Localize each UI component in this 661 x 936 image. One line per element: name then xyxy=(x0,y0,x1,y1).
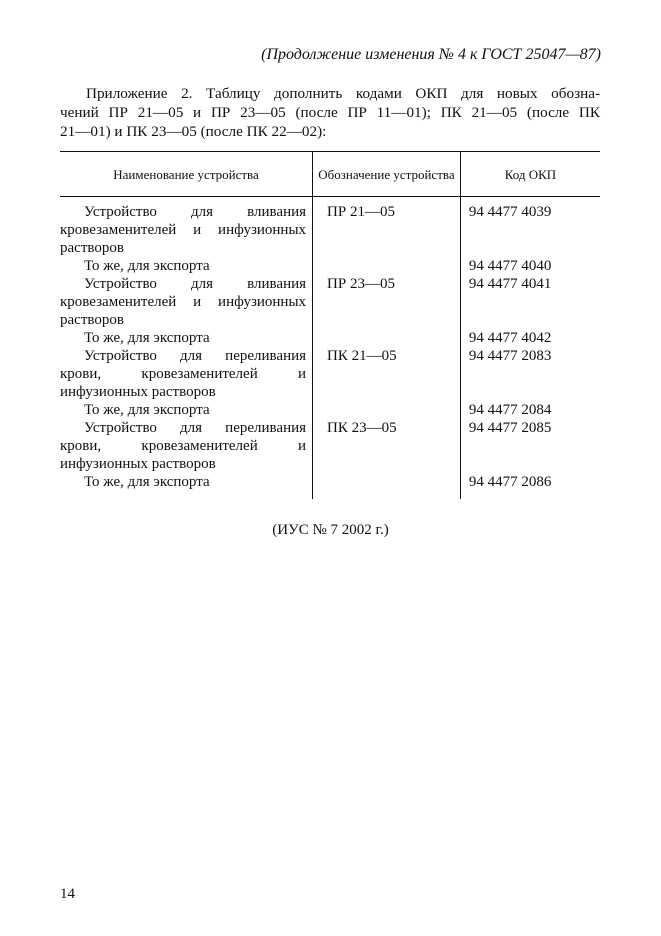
intro-line-1: Приложение 2. Таблицу дополнить кодами ОКП для новых обозна- xyxy=(86,85,600,102)
row-designation: ПК 21—05 xyxy=(313,347,461,401)
row-name: То же, для экспорта xyxy=(84,402,210,418)
row-code: 94 4477 2085 xyxy=(468,420,552,436)
okp-codes-table xyxy=(60,151,600,499)
row-name-cell xyxy=(60,347,313,401)
row-name: Устройство для переливания крови, кровезаменителей и инфузионных растворов xyxy=(60,420,307,472)
row-code: 94 4477 2083 xyxy=(468,348,552,364)
header-code: Код ОКП xyxy=(460,152,600,197)
row-designation xyxy=(313,473,461,499)
table-row xyxy=(60,275,600,329)
table-header-row xyxy=(60,152,600,197)
page-number: 14 xyxy=(60,886,75,902)
row-name: Устройство для переливания крови, кровезаменителей и инфузионных растворов xyxy=(60,348,307,400)
row-code: 94 4477 4040 xyxy=(468,258,552,274)
table-row xyxy=(60,347,600,401)
row-designation xyxy=(313,257,461,275)
row-name: То же, для экспорта xyxy=(84,474,210,490)
row-name-cell xyxy=(60,257,313,275)
running-head: (Продолжение изменения № 4 к ГОСТ 25047—87) xyxy=(261,46,601,63)
intro-line-2: чений ПР 21—05 и ПР 23—05 (после ПР 11—01); ПК 21—05 (после ПК xyxy=(60,104,600,121)
row-code: 94 4477 2086 xyxy=(468,474,552,490)
row-code: 94 4477 4041 xyxy=(468,276,552,292)
row-name: Устройство для вливания кровезаменителей и инфузионных растворов xyxy=(60,276,307,328)
intro-line-3: 21—01) и ПК 23—05 (после ПК 22—02): xyxy=(60,123,327,140)
table-row xyxy=(60,197,600,258)
row-name: То же, для экспорта xyxy=(84,258,210,274)
row-name-cell xyxy=(60,473,313,499)
intro-paragraph xyxy=(60,84,600,141)
header-designation: Обозначение устройства xyxy=(313,152,461,197)
table-row xyxy=(60,257,600,275)
table-row xyxy=(60,473,600,499)
row-name-cell xyxy=(60,329,313,347)
row-code: 94 4477 4039 xyxy=(468,204,552,220)
row-name-cell xyxy=(60,419,313,473)
row-designation: ПК 23—05 xyxy=(313,419,461,473)
row-designation: ПР 21—05 xyxy=(313,197,461,258)
header-name: Наименование устройства xyxy=(60,152,313,197)
row-name-cell xyxy=(60,275,313,329)
table-row xyxy=(60,419,600,473)
row-code: 94 4477 4042 xyxy=(468,330,552,346)
row-name-cell xyxy=(60,401,313,419)
table-row xyxy=(60,401,600,419)
row-name: Устройство для вливания кровезаменителей и инфузионных растворов xyxy=(60,204,307,256)
source-note: (ИУС № 7 2002 г.) xyxy=(272,522,389,538)
table-row xyxy=(60,329,600,347)
row-designation xyxy=(313,401,461,419)
row-designation xyxy=(313,329,461,347)
row-name: То же, для экспорта xyxy=(84,330,210,346)
row-name-cell xyxy=(60,197,313,258)
row-code: 94 4477 2084 xyxy=(468,402,552,418)
row-designation: ПР 23—05 xyxy=(313,275,461,329)
